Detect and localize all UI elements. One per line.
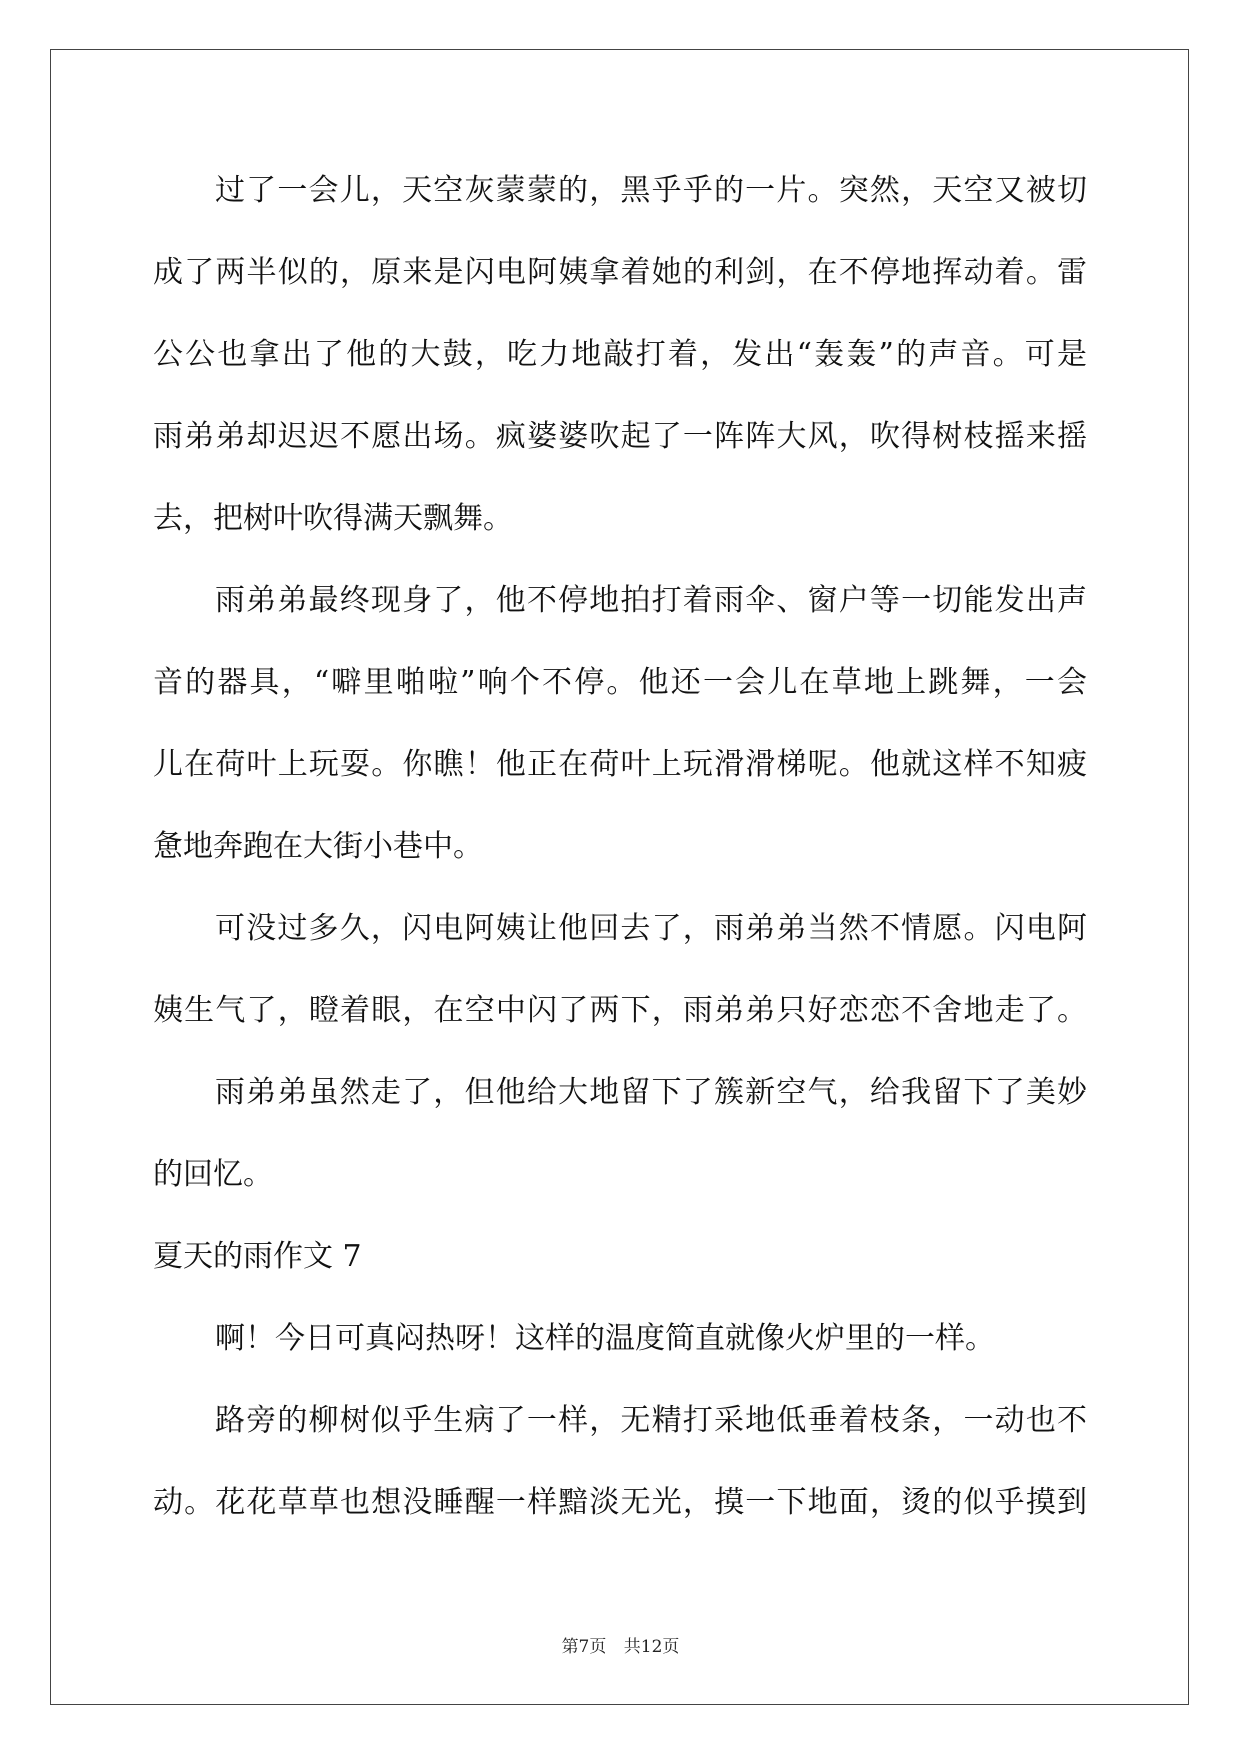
paragraph-line: 雨弟弟最终现身了，他不停地拍打着雨伞、窗户等一切能发出声 xyxy=(215,583,1087,618)
paragraph-line: 的回忆。 xyxy=(153,1157,273,1192)
paragraph-line: 去，把树叶吹得满天飘舞。 xyxy=(153,501,513,536)
paragraph-line: 动。花花草草也想没睡醒一样黯淡无光，摸一下地面，烫的似乎摸到 xyxy=(153,1485,1087,1520)
paragraph-line: 公公也拿出了他的大鼓，吃力地敲打着，发出“轰轰”的声音。可是 xyxy=(153,337,1087,372)
paragraph-line: 雨弟弟虽然走了，但他给大地留下了簇新空气，给我留下了美妙 xyxy=(215,1075,1087,1110)
paragraph-line: 可没过多久，闪电阿姨让他回去了，雨弟弟当然不情愿。闪电阿 xyxy=(215,911,1087,946)
paragraph-line: 路旁的柳树似乎生病了一样，无精打采地低垂着枝条，一动也不 xyxy=(215,1403,1087,1438)
section-heading: 夏天的雨作文 7 xyxy=(153,1239,362,1274)
paragraph-line: 啊！今日可真闷热呀！这样的温度简直就像火炉里的一样。 xyxy=(215,1321,995,1356)
paragraph-line: 雨弟弟却迟迟不愿出场。疯婆婆吹起了一阵阵大风，吹得树枝摇来摇 xyxy=(153,419,1087,454)
paragraph-line: 惫地奔跑在大街小巷中。 xyxy=(153,829,483,864)
paragraph-line: 过了一会儿，天空灰蒙蒙的，黑乎乎的一片。突然，天空又被切 xyxy=(215,173,1087,208)
current-page-label: 第7页 xyxy=(561,1637,607,1657)
paragraph-line: 姨生气了，瞪着眼，在空中闪了两下，雨弟弟只好恋恋不舍地走了。 xyxy=(153,993,1087,1028)
paragraph-line: 成了两半似的，原来是闪电阿姨拿着她的利剑，在不停地挥动着。雷 xyxy=(153,255,1087,290)
paragraph-line: 儿在荷叶上玩耍。你瞧！他正在荷叶上玩滑滑梯呢。他就这样不知疲 xyxy=(153,747,1087,782)
document-body xyxy=(153,160,1087,1554)
page-footer xyxy=(0,1632,1241,1657)
paragraph-line: 音的器具，“噼里啪啦”响个不停。他还一会儿在草地上跳舞，一会 xyxy=(153,665,1087,700)
total-pages-label: 共12页 xyxy=(623,1637,680,1657)
